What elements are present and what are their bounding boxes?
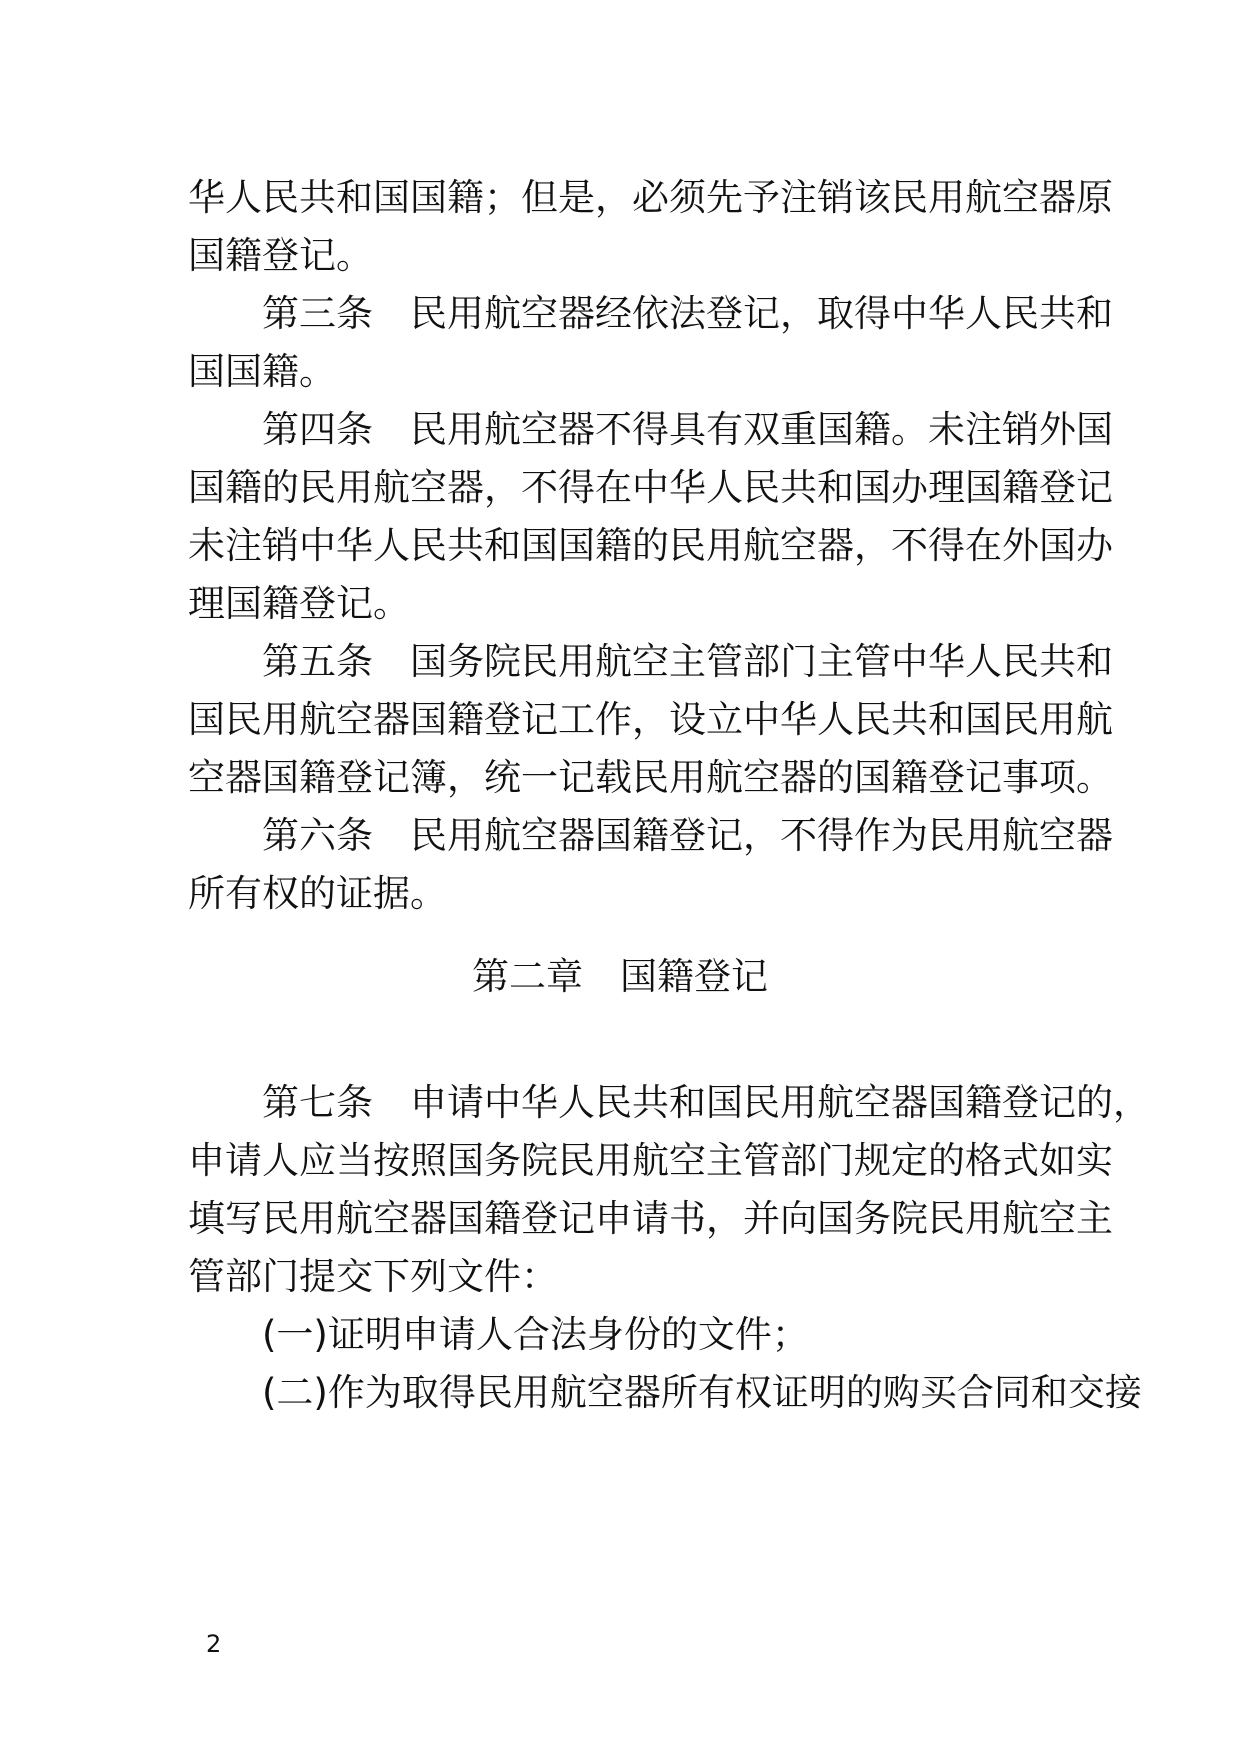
page-number: 2 <box>206 1630 222 1658</box>
text-line: 未注销中华人民共和国国籍的民用航空器，不得在外国办 <box>188 524 1113 567</box>
text-line: 第五条 国务院民用航空主管部门主管中华人民共和 <box>188 640 1113 683</box>
text-line: 管部门提交下列文件： <box>188 1255 558 1298</box>
text-line: 国籍登记。 <box>188 234 373 277</box>
text-line: 国民用航空器国籍登记工作，设立中华人民共和国民用航 <box>188 698 1113 741</box>
text-line: 国国籍。 <box>188 350 336 393</box>
text-line: (二)作为取得民用航空器所有权证明的购买合同和交接 <box>188 1371 1142 1414</box>
text-line: 空器国籍登记簿，统一记载民用航空器的国籍登记事项。 <box>188 756 1113 799</box>
text-line: 填写民用航空器国籍登记申请书，并向国务院民用航空主 <box>188 1197 1113 1240</box>
text-line: (一)证明申请人合法身份的文件； <box>188 1313 809 1356</box>
chapter-heading: 第二章 国籍登记 <box>472 955 768 998</box>
text-line: 理国籍登记。 <box>188 582 410 625</box>
text-line: 第四条 民用航空器不得具有双重国籍。未注销外国 <box>188 408 1113 451</box>
text-line: 国籍的民用航空器，不得在中华人民共和国办理国籍登记 <box>188 466 1113 509</box>
text-line: 所有权的证据。 <box>188 872 447 915</box>
text-line: 华人民共和国国籍；但是，必须先予注销该民用航空器原 <box>188 176 1113 219</box>
text-line: 第三条 民用航空器经依法登记，取得中华人民共和 <box>188 292 1113 335</box>
text-line: 第六条 民用航空器国籍登记，不得作为民用航空器 <box>188 814 1113 857</box>
text-line: 申请人应当按照国务院民用航空主管部门规定的格式如实 <box>188 1139 1113 1182</box>
text-line: 第七条 申请中华人民共和国民用航空器国籍登记的， <box>188 1081 1150 1124</box>
